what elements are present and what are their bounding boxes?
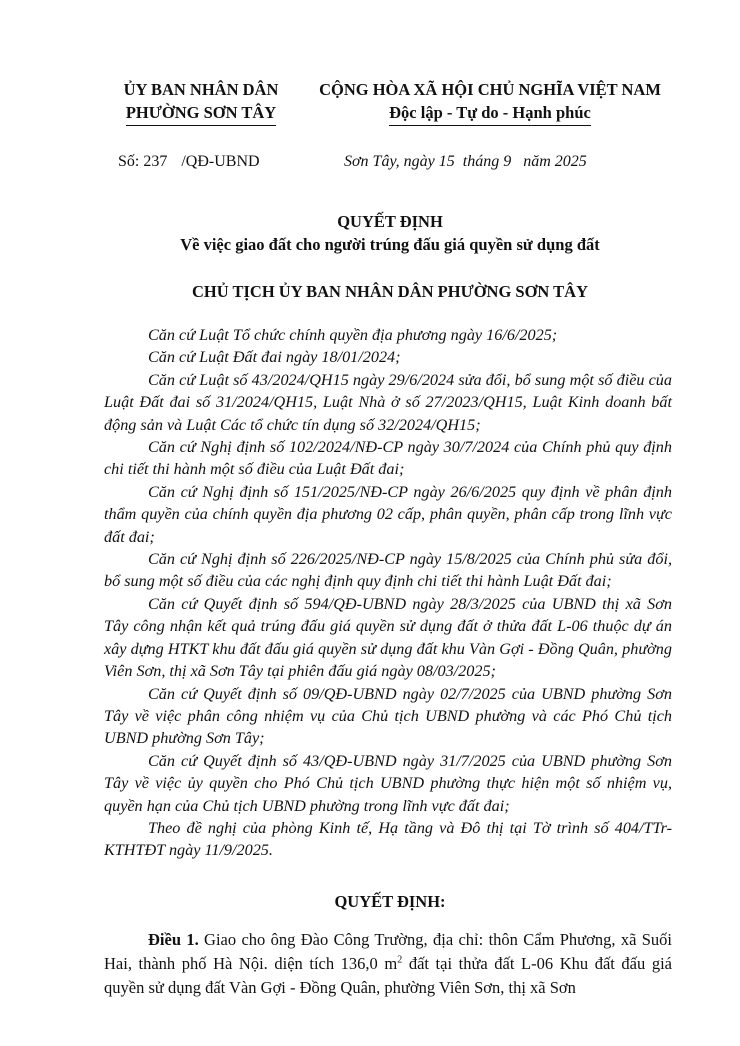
basis-item: Căn cứ Nghị định số 226/2025/NĐ-CP ngày 15/8/2025 của Chính phủ sửa đổi, bổ sung một số điều của các nghị định quy định chi tiết thi hành Luật Đất đai; <box>104 550 672 591</box>
document-number-prefix: Số: 237 <box>118 153 168 170</box>
issuing-authority <box>106 78 296 126</box>
document-number <box>118 153 260 171</box>
basis-item: Căn cứ Quyết định số 09/QĐ-UBND ngày 02/7/2025 của UBND phường Sơn Tây về việc phân công nhiệm vụ của Chủ tịch UBND phường và các Phó Chủ tịch UBND phường Sơn Tây; <box>104 684 672 748</box>
basis-item: Căn cứ Luật Tổ chức chính quyền địa phương ngày 16/6/2025; <box>148 326 558 344</box>
document-title <box>80 210 700 256</box>
basis-item: Căn cứ Nghị định số 151/2025/NĐ-CP ngày 26/6/2025 quy định về phân định thẩm quyền của chính quyền địa phương 02 cấp, phân quyền, phân cấp trong lĩnh vực đất đai; <box>104 482 672 546</box>
basis-item: Theo đề nghị của phòng Kinh tế, Hạ tầng và Đô thị tại Tờ trình số 404/TTr-KTHTĐT ngày 11/9/2025. <box>104 818 672 860</box>
legal-bases <box>104 324 672 862</box>
basis-item: Căn cứ Luật Đất đai ngày 18/01/2024; <box>148 348 401 367</box>
article-1-label: Điều 1. <box>148 930 199 949</box>
authority-line-2: PHƯỜNG SƠN TÂY <box>126 101 276 126</box>
title-subject: Về việc giao đất cho người trúng đấu giá quyền sử dụng đất <box>180 235 600 254</box>
basis-item: Căn cứ Nghị định số 102/2024/NĐ-CP ngày 30/7/2024 của Chính phủ quy định chi tiết thi hành một số điều của Luật Đất đai; <box>104 438 672 479</box>
document-number-suffix: /QĐ-UBND <box>181 153 260 170</box>
authority-heading: CHỦ TỊCH ỦY BAN NHÂN DÂN PHƯỜNG SƠN TÂY <box>191 282 589 301</box>
document-date: Sơn Tây, ngày 15 tháng 9 năm 2025 <box>344 153 587 170</box>
basis-item: Căn cứ Quyết định số 594/QĐ-UBND ngày 28/3/2025 của UBND thị xã Sơn Tây công nhận kết quả trúng đấu giá quyền sử dụng đất ở thửa đất L-06 thuộc dự án xây dựng HTKT khu đất đấu giá quyền sử dụng đất khu Vàn Gợi - Đồng Quân, phường Viên Sơn, thị xã Sơn Tây tại phiên đấu giá ngày 08/03/2025; <box>104 594 672 681</box>
article-1 <box>104 928 672 1000</box>
national-heading <box>290 78 690 126</box>
article-1-text-part1: Giao cho ông Đào Công Trường, địa chỉ: thôn Cẩm Phương, xã Suối Hai, thành phố Hà Nội. diện tích 136,0 m <box>104 930 672 973</box>
basis-item: Căn cứ Luật số 43/2024/QH15 ngày 29/6/2024 sửa đổi, bổ sung một số điều của Luật Đất đai số 31/2024/QH15, Luật Nhà ở số 27/2023/QH15, Luật Kinh doanh bất động sản và Luật Các tổ chức tín dụng số 32/2024/QH15; <box>104 370 672 434</box>
authority-line-1: ỦY BAN NHÂN DÂN <box>123 80 279 99</box>
decision-heading: QUYẾT ĐỊNH: <box>334 892 446 911</box>
area-unit-superscript: 2 <box>397 954 403 966</box>
article-1-text-part2: đất tại thửa đất L-06 Khu đất đấu giá quyền sử dụng đất Vàn Gợi - Đồng Quân, phường Viên Sơn, thị xã Sơn <box>104 954 672 997</box>
basis-item: Căn cứ Quyết định số 43/QĐ-UBND ngày 31/7/2025 của UBND phường Sơn Tây về việc ủy quyền cho Phó Chủ tịch UBND phường thực hiện một số nhiệm vụ, quyền hạn của Chủ tịch UBND phường trong lĩnh vực đất đai; <box>104 751 672 815</box>
title-main: QUYẾT ĐỊNH <box>337 212 443 231</box>
country-name: CỘNG HÒA XÃ HỘI CHỦ NGHĨA VIỆT NAM <box>319 80 661 99</box>
national-motto: Độc lập - Tự do - Hạnh phúc <box>389 101 591 126</box>
